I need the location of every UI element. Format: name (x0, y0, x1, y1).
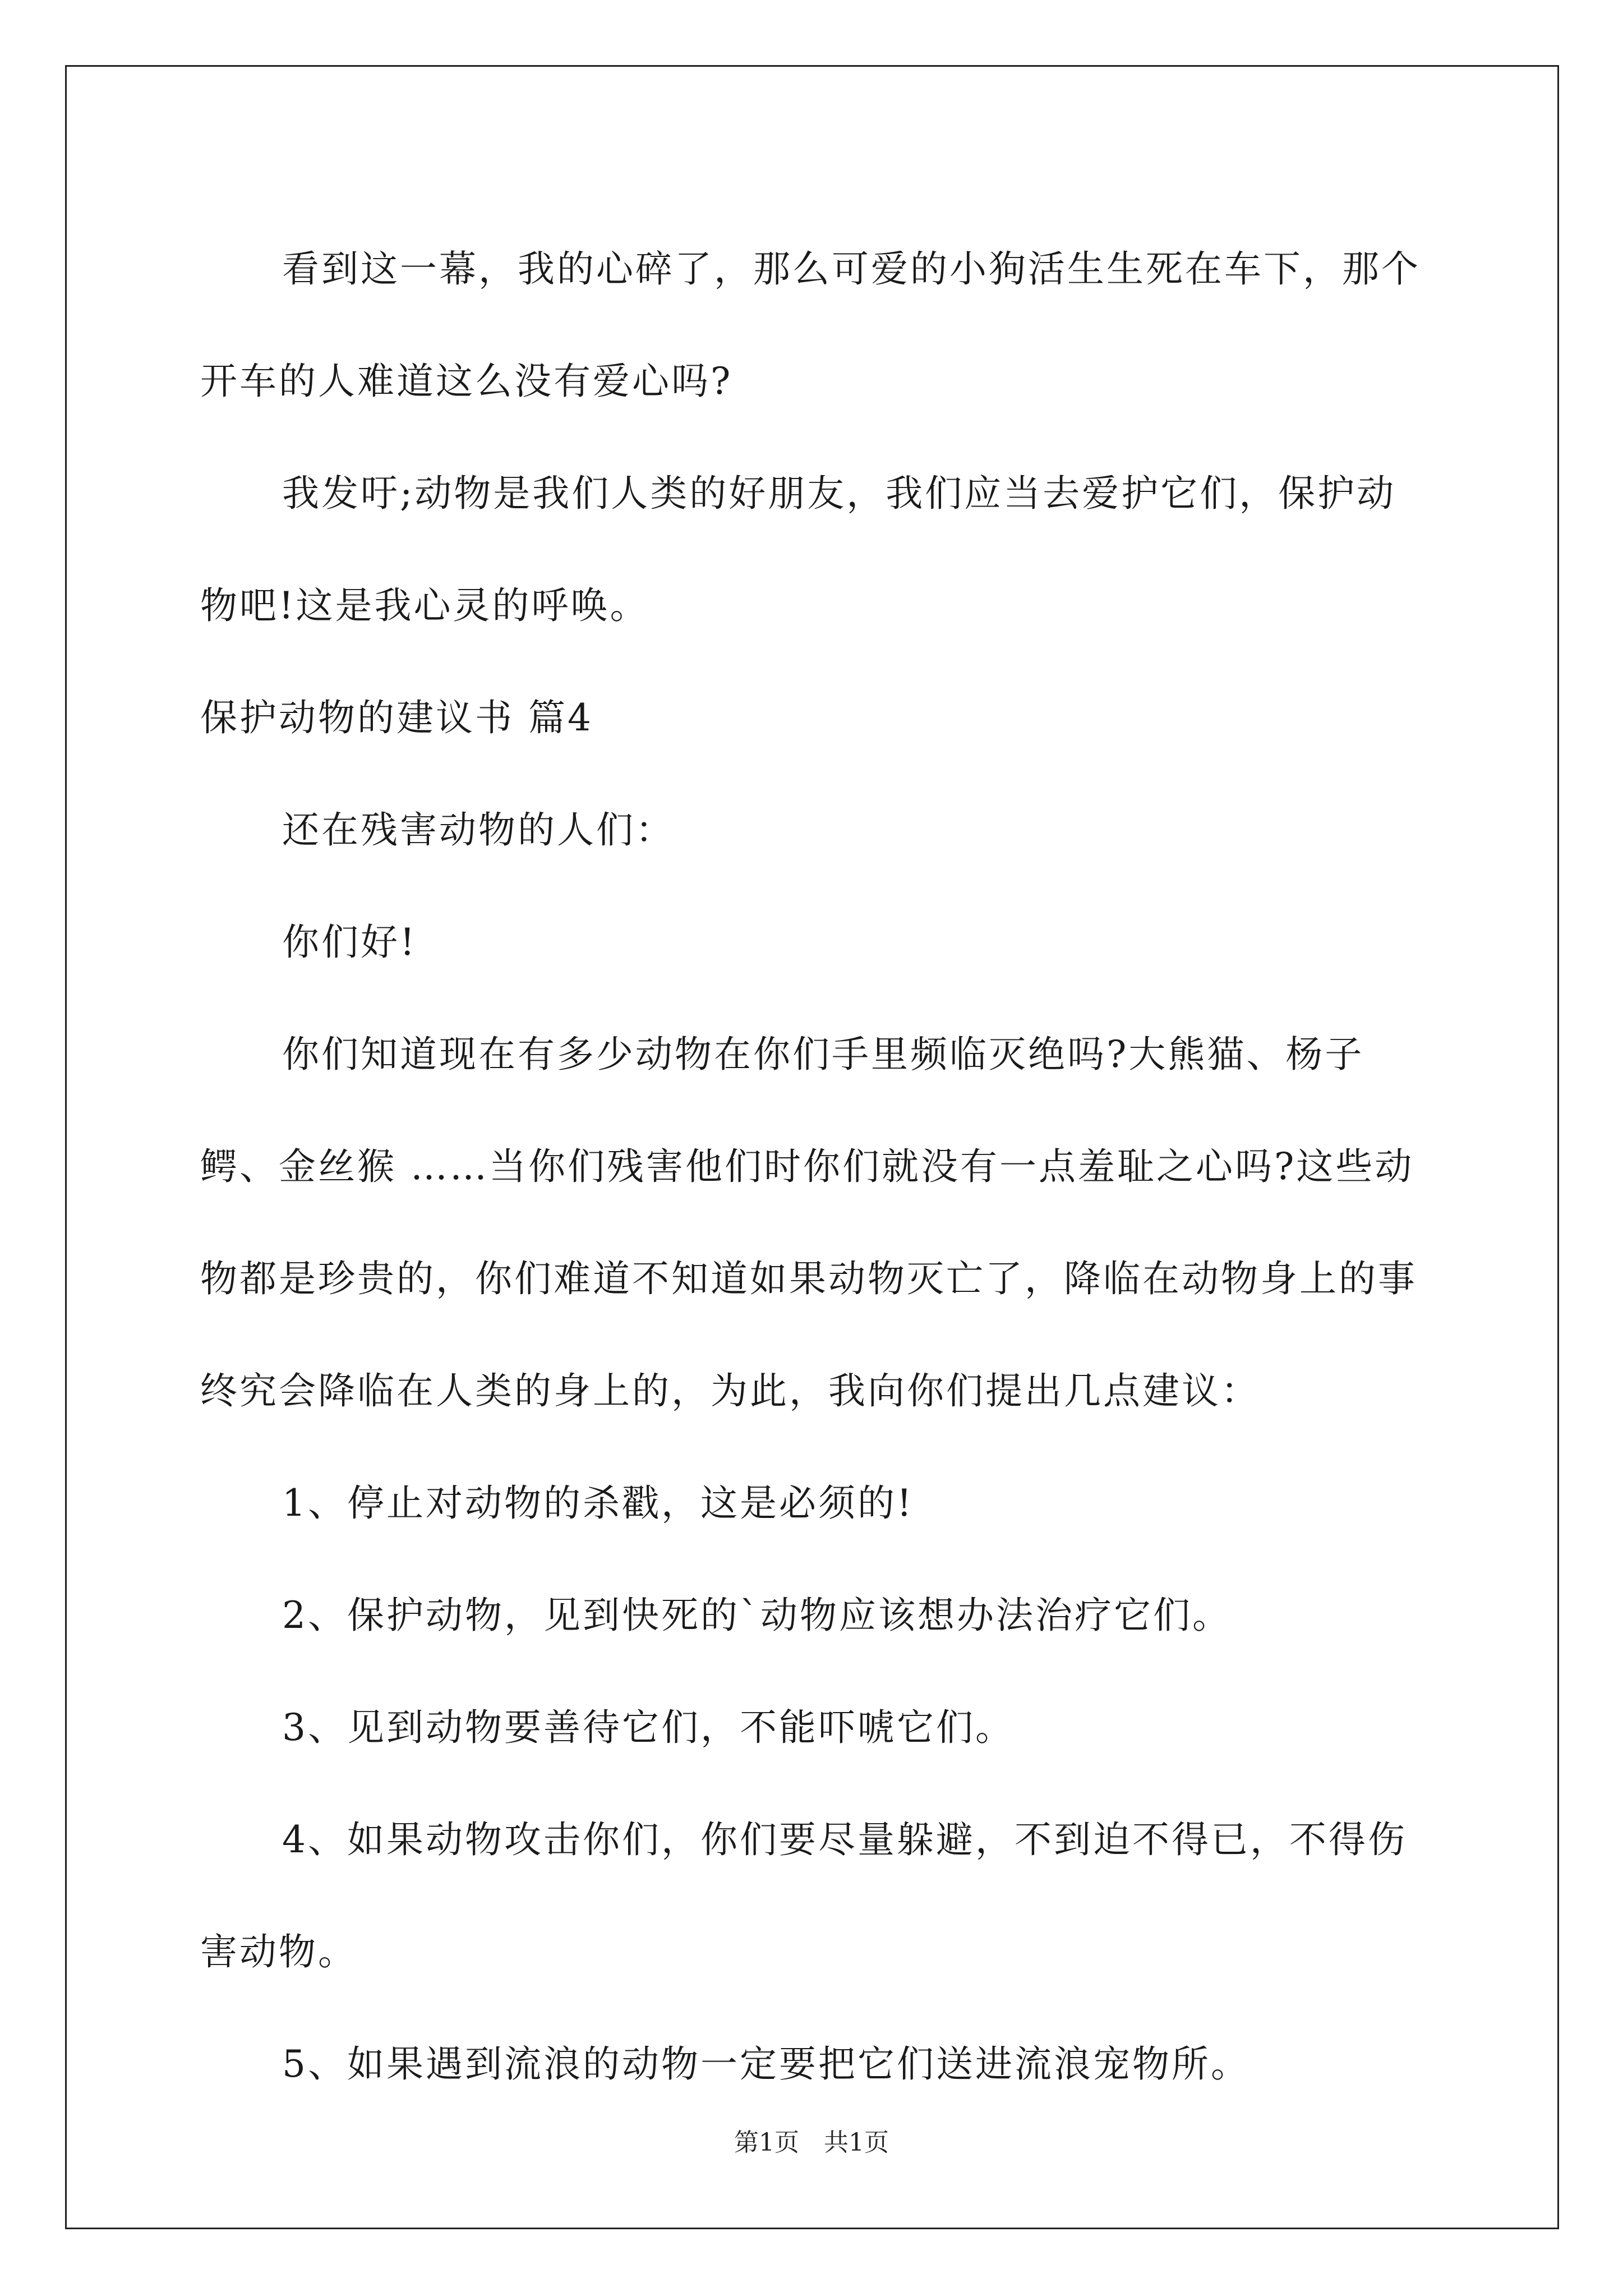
list-item: 2、保护动物，见到快死的`动物应该想办法治疗它们。 (282, 1594, 1232, 1637)
list-item: 3、见到动物要善待它们，不能吓唬它们。 (282, 1706, 1015, 1749)
section-heading: 保护动物的建议书 篇4 (200, 696, 593, 739)
paragraph: 看到这一幕，我的心碎了，那么可爱的小狗活生生死在车下，那个开车的人难道这么没有爱心吗? (200, 247, 1421, 403)
page-number: 第1页 共1页 (734, 2128, 889, 2157)
list-item: 4、如果动物攻击你们，你们要尽量躲避，不到迫不得已，不得伤害动物。 (200, 1818, 1407, 1973)
page-footer (0, 2122, 1623, 2158)
document-body (200, 213, 1434, 2120)
list-item: 5、如果遇到流浪的动物一定要把它们送进流浪宠物所。 (282, 2042, 1250, 2086)
paragraph: 我发吁;动物是我们人类的好朋友，我们应当去爱护它们，保护动物吧!这是我心灵的呼唤。 (200, 472, 1396, 627)
paragraph: 还在残害动物的人们： (282, 808, 675, 852)
paragraph: 你们好! (282, 921, 417, 964)
paragraph: 你们知道现在有多少动物在你们手里频临灭绝吗?大熊猫、杨子鳄、金丝猴 ……当你们残害他们时你们就没有一点羞耻之心吗?这些动物都是珍贵的，你们难道不知道如果动物灭亡了，降临在动物身上的事终究会降临在人类的身上的，为此，我向你们提出几点建议： (200, 1033, 1417, 1412)
list-item: 1、停止对动物的杀戳，这是必须的! (282, 1481, 914, 1525)
